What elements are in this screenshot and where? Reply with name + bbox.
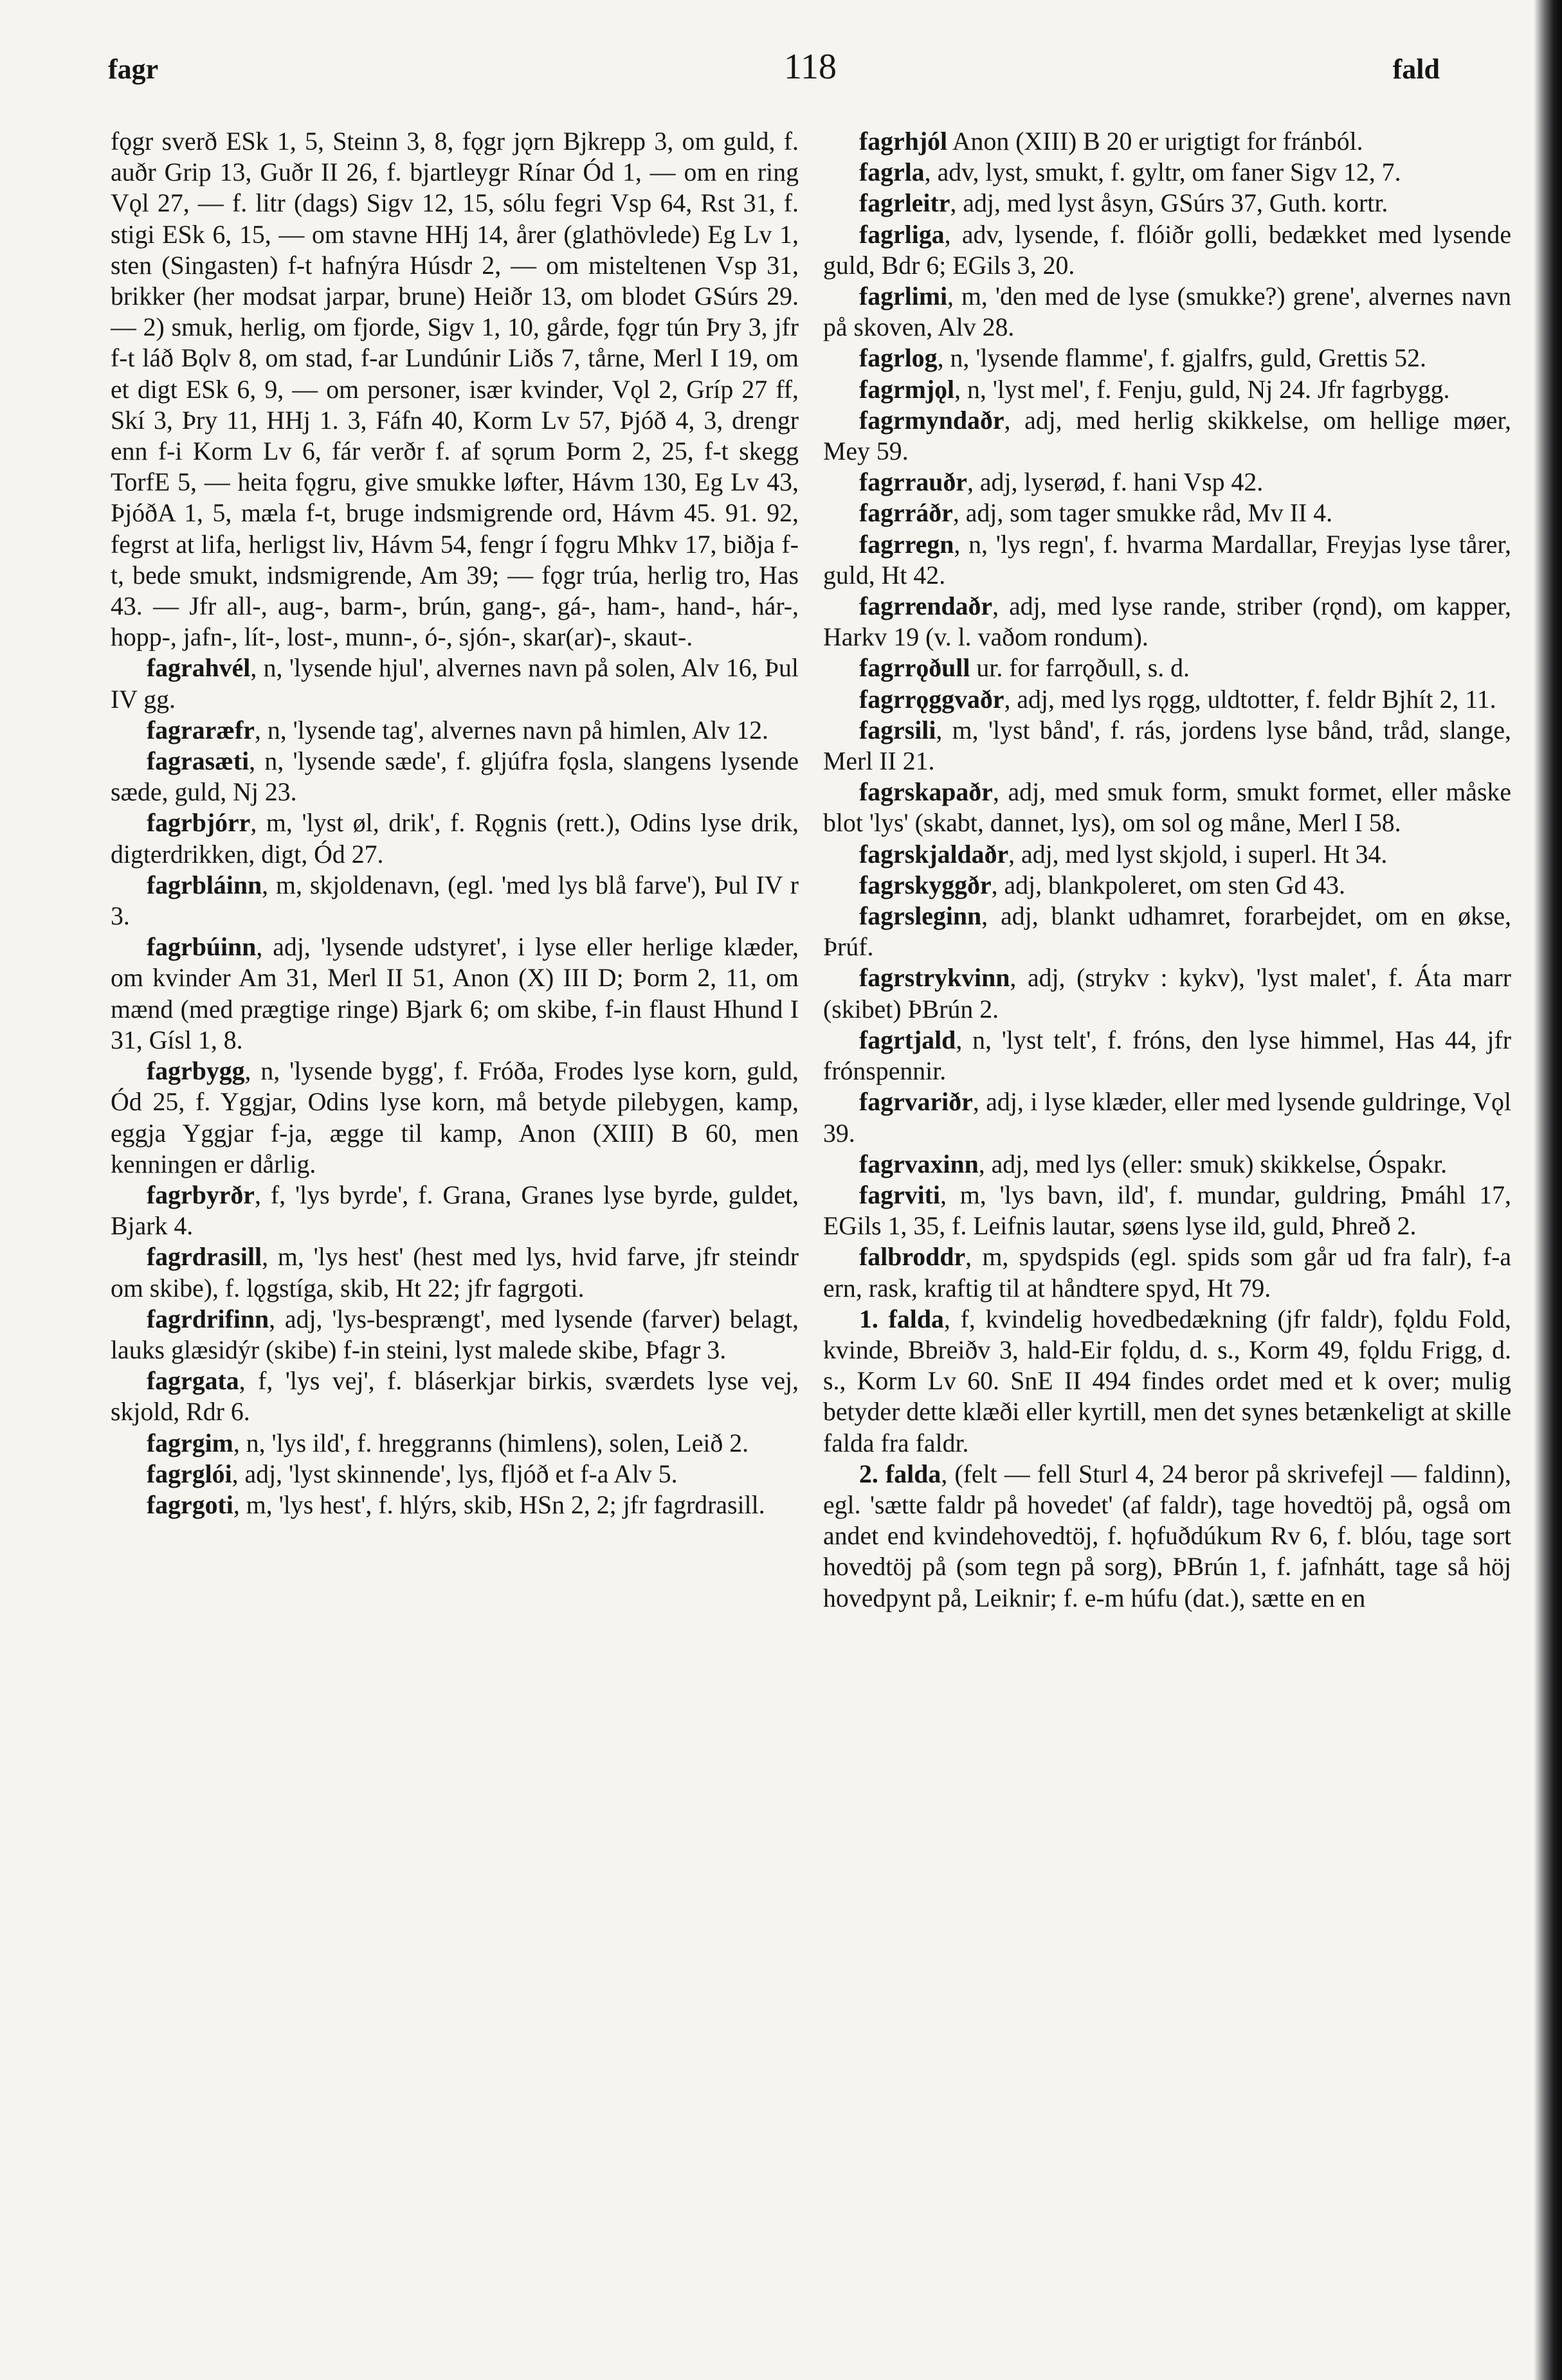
entry-definition: , adj, med herlig skikkelse, om hellige møer, Mey 59. [823, 406, 1511, 466]
dictionary-entry [823, 962, 1511, 1024]
dictionary-entry [823, 653, 1511, 683]
entry-headword: fagrglói [147, 1459, 232, 1488]
entry-definition: , adj, med lyst åsyn, GSúrs 37, Guth. kortr. [950, 189, 1388, 218]
entry-definition: , m, 'den med de lyse (smukke?) grene', alvernes navn på skoven, Alv 28. [823, 282, 1511, 342]
entry-headword: fagrvariðr [859, 1088, 973, 1117]
entry-definition: , n, 'lysende flamme', f. gjalfrs, guld, Grettis 52. [937, 344, 1426, 373]
entry-headword: fagrla [859, 158, 925, 187]
entry-headword: 1. falda [859, 1304, 944, 1333]
entry-headword: fagrrǫggvaðr [859, 685, 1004, 714]
entry-definition: , adj, som tager smukke råd, Mv II 4. [952, 499, 1333, 528]
dictionary-entry [111, 1056, 799, 1180]
dictionary-entry [111, 1428, 799, 1459]
entry-headword: fagrstrykvinn [859, 964, 1010, 993]
entry-definition: , n, 'lyst mel', f. Fenju, guld, Nj 24. Jfr fagrbygg. [954, 375, 1450, 404]
entry-definition: , f, kvindelig hovedbedækning (jfr faldr), fǫldu Fold, kvinde, Bbreiðv 3, hald-Eir fǫldu, d. s., Korm 49, fǫldu Frigg, d. s., Korm Lv 60. SnE II 494 findes ordet med et k over; mulig betyder dette klæði eller kyrtill, men det synes betænkeligt at skille falda fra faldr. [823, 1304, 1511, 1457]
entry-definition: , n, 'lyst telt', f. fróns, den lyse himmel, Has 44, jfr frónspennir. [823, 1025, 1511, 1086]
dictionary-entry [111, 653, 799, 714]
entry-headword: fagrvaxinn [859, 1149, 979, 1178]
entry-definition: , f, 'lys byrde', f. Grana, Granes lyse byrde, guldet, Bjark 4. [111, 1180, 799, 1241]
entry-definition: , adv, lyst, smukt, f. gyltr, om faner Sigv 12, 7. [924, 158, 1401, 187]
entry-headword: fagrbjórr [147, 809, 251, 838]
dictionary-entry [823, 591, 1511, 653]
dictionary-entry [111, 1459, 799, 1490]
entry-headword: fagrleitr [859, 189, 950, 218]
dictionary-entry [823, 777, 1511, 838]
dictionary-entry [111, 1241, 799, 1303]
entry-definition: Anon (XIII) B 20 er urigtigt for fránból. [947, 127, 1363, 156]
entry-definition: , n, 'lys regn', f. hvarma Mardallar, Freyjas lyse tårer, guld, Ht 42. [823, 530, 1511, 590]
entry-headword: fagrahvél [147, 654, 251, 683]
dictionary-entry [823, 188, 1511, 219]
entry-definition: ur. for farrǫðull, s. d. [970, 654, 1190, 683]
entry-definition: , adv, lysende, f. flóiðr golli, bedækket med lysende guld, Bdr 6; EGils 3, 20. [823, 220, 1511, 280]
entry-headword: fagrbláinn [147, 870, 262, 899]
dictionary-entry [823, 343, 1511, 374]
dictionary-entry [823, 839, 1511, 870]
entry-headword: 2. falda [859, 1459, 941, 1488]
dictionary-entry [823, 1086, 1511, 1148]
entry-headword: fagrsleginn [859, 902, 982, 931]
dictionary-entry [823, 219, 1511, 281]
dictionary-entry [823, 684, 1511, 715]
entry-headword: fagrdrifinn [147, 1304, 269, 1333]
entry-headword: fagrliga [859, 220, 945, 249]
dictionary-entry [823, 715, 1511, 777]
entry-definition: , adj, (strykv : kykv), 'lyst malet', f. Áta marr (skibet) ÞBrún 2. [823, 964, 1511, 1023]
entry-headword: fagrbygg [147, 1057, 245, 1086]
entry-headword: fagraræfr [147, 716, 255, 744]
dictionary-entry [111, 715, 799, 746]
dictionary-entry [111, 1304, 799, 1366]
entry-headword: fagrhjól [859, 127, 948, 156]
entry-definition: , adj, med lys (eller: smuk) skikkelse, Óspakr. [978, 1149, 1448, 1178]
dictionary-entry [823, 1459, 1511, 1614]
dictionary-entry [111, 807, 799, 869]
dictionary-entry [823, 374, 1511, 405]
entry-definition: , n, 'lysende bygg', f. Fróða, Frodes lyse korn, guld, Ód 25, f. Yggjar, Odins lyse korn, må betyde pilebygen, kamp, eggja Yggjar f-ja, ægge til kamp, Anon (XIII) B 60, men kenningen er dårlig. [111, 1057, 799, 1178]
entry-definition: , m, spydspids (egl. spids som går ud fra falr), f-a ern, rask, kraftig til at håndtere spyd, Ht 79. [823, 1243, 1511, 1303]
dictionary-entry [111, 746, 799, 807]
entry-headword: fagrmjǫl [859, 375, 955, 404]
dictionary-entry [823, 498, 1511, 528]
dictionary-entry [111, 1180, 799, 1241]
entry-headword: fagrgoti [147, 1490, 233, 1519]
entry-headword: fagrskapaðr [859, 778, 993, 807]
entry-definition: , n, 'lysende tag', alvernes navn på himlen, Alv 12. [254, 716, 768, 744]
entry-headword: fagrdrasill [147, 1243, 262, 1272]
entry-headword: fagrgata [147, 1367, 239, 1396]
entry-headword: fagrbyrðr [147, 1180, 255, 1209]
entry-definition: , adj, 'lys-besprængt', med lysende (farver) belagt, lauks glæsidýr (skibe) f-in steini, lyst malede skibe, Þfagr 3. [111, 1304, 799, 1364]
entry-definition: , m, 'lys hest', f. hlýrs, skib, HSn 2, 2; jfr fagrdrasill. [233, 1490, 765, 1519]
entry-definition: , adj, blankpoleret, om sten Gd 43. [991, 870, 1346, 899]
left-column [111, 126, 799, 2325]
entry-definition: , adj, med lyst skjold, i superl. Ht 34. [1008, 840, 1388, 869]
entry-definition: fǫgr sverð ESk 1, 5, Steinn 3, 8, fǫgr jǫrn Bjkrepp 3, om guld, f. auðr Grip 13, Guðr II 26, f. bjartleygr Rínar Ód 1, — om en ring Vǫl 27, — f. litr (dags) Sigv 12, 15, sólu fegri Vsp 64, Rst 31, f. stigi ESk 6, 15, — om stavne HHj 14, årer (glathövlede) Eg Lv 1, sten (Singasten) f-t hafnýra Húsdr 2, — om misteltenen Vsp 31, brikker (her modsat jarpar, brune) Heiðr 13, om blodet GSúrs 29. — 2) smuk, herlig, om fjorde, Sigv 1, 10, gårde, fǫgr tún Þry 3, jfr f-t láð Bǫlv 8, om stad, f-ar Lundúnir Liðs 7, tårne, Merl I 19, om et digt ESk 6, 9, — om personer, især kvinder, Vǫl 2, Gríp 27 ff, Skí 3, Þry 11, HHj 1. 3, Fáfn 40, Korm Lv 57, Þjóð 4, 3, drengr enn f-i Korm Lv 6, fár verðr f. af sǫrum Þorm 2, 25, f-t skegg TorfE 5, — heita fǫgru, give smukke løfter, Hávm 130, Eg Lv 43, ÞjóðA 1, 5, mæla f-t, bruge indsmigrende ord, Hávm 45. 91. 92, fegrst at lifa, herligst liv, Hávm 54, fengr í fǫgru Mhkv 17, biðja f-t, bede smukt, indsmigrende, Am 39; — fǫgr trúa, herlig tro, Has 43. — Jfr all-, aug-, barm-, brún, gang-, gá-, ham-, hand-, hár-, hopp-, jafn-, lít-, lost-, munn-, ó-, sjón-, skar(ar)-, skaut-. [111, 127, 799, 652]
right-column [823, 126, 1511, 2325]
dictionary-entry [111, 126, 799, 653]
dictionary-entry [823, 1025, 1511, 1086]
entry-definition: , adj, med smuk form, smukt formet, eller måske blot 'lys' (skabt, dannet, lys), om sol og måne, Merl I 58. [823, 778, 1511, 838]
dictionary-entry [111, 1490, 799, 1520]
dictionary-entry [823, 870, 1511, 901]
dictionary-entry [823, 467, 1511, 498]
entry-headword: fagrskyggðr [859, 870, 992, 899]
entry-definition: , m, skjoldenavn, (egl. 'med lys blå farve'), Þul IV r 3. [111, 870, 799, 931]
entry-headword: fagrasæti [147, 747, 250, 776]
dictionary-entry [823, 126, 1511, 157]
dictionary-entry [823, 529, 1511, 591]
dictionary-entry [111, 870, 799, 932]
entry-definition: , adj, i lyse klæder, eller med lysende guldringe, Vǫl 39. [823, 1088, 1511, 1148]
entry-definition: , adj, lyserød, f. hani Vsp 42. [967, 468, 1264, 497]
dictionary-entry [823, 1304, 1511, 1459]
entry-definition: , m, 'lys hest' (hest med lys, hvid farve, jfr steindr om skibe), f. lǫgstíga, skib, Ht 22; jfr fagrgoti. [111, 1243, 799, 1303]
entry-headword: fagrsili [859, 716, 936, 744]
running-head-right: fald [1392, 53, 1440, 85]
entry-definition: , adj, med lyse rande, striber (rǫnd), om kapper, Harkv 19 (v. l. vaðom rondum). [823, 592, 1511, 652]
entry-headword: fagrregn [859, 530, 954, 559]
entry-definition: , adj, blankt udhamret, forarbejdet, om en økse, Þrúf. [823, 902, 1511, 962]
entry-headword: fagrrǫðull [859, 654, 970, 683]
entry-headword: fagrmyndaðr [859, 406, 1004, 435]
dictionary-entry [111, 932, 799, 1056]
entry-headword: fagrskjaldaðr [859, 840, 1009, 869]
page-number: 118 [784, 47, 837, 87]
entry-headword: fagrlimi [859, 282, 948, 311]
entry-headword: fagrviti [859, 1180, 940, 1209]
dictionary-entry [823, 157, 1511, 188]
running-head-left: fagr [108, 53, 159, 85]
entry-headword: fagrbúinn [147, 933, 257, 962]
dictionary-entry [823, 1241, 1511, 1303]
dictionary-entry [823, 1149, 1511, 1180]
entry-definition: , f, 'lys vej', f. bláserkjar birkis, sværdets lyse vej, skjold, Rdr 6. [111, 1367, 799, 1427]
entry-definition: , adj, 'lyst skinnende', lys, fljóð et f-a Alv 5. [232, 1459, 678, 1488]
entry-definition: , n, 'lys ild', f. hreggranns (himlens), solen, Leið 2. [233, 1429, 749, 1457]
entry-headword: fagrrauðr [859, 468, 967, 497]
entry-headword: fagrtjald [859, 1025, 956, 1054]
entry-definition: , adj, med lys rǫgg, uldtotter, f. feldr Bjhít 2, 11. [1004, 685, 1496, 714]
dictionary-entry [823, 901, 1511, 962]
entry-definition: , m, 'lyst bånd', f. rás, jordens lyse bånd, tråd, slange, Merl II 21. [823, 716, 1511, 776]
entry-headword: fagrgim [147, 1429, 233, 1457]
entry-definition: , m, 'lys bavn, ild', f. mundar, guldring, Þmáhl 17, EGils 1, 35, f. Leifnis lautar, søens lyse ild, guld, Þhreð 2. [823, 1180, 1511, 1241]
entry-headword: fagrrendaðr [859, 592, 993, 621]
entry-definition: , n, 'lysende hjul', alvernes navn på solen, Alv 16, Þul IV gg. [111, 654, 799, 714]
dictionary-entry [823, 1180, 1511, 1241]
entry-headword: falbroddr [859, 1243, 966, 1272]
entry-definition: , (felt — fell Sturl 4, 24 beror på skrivefejl — faldinn), egl. 'sætte faldr på hovedet' (af faldr), tage hovedtöj på, også om andet end kvindehovedtöj, f. hǫfuðdúkum Rv 6, f. blóu, tage sort hovedtöj på (som tegn på sorg), ÞBrún 1, f. jafnhátt, tage så höj hovedpynt på, Leiknir; f. e-m húfu (dat.), sætte en en [823, 1459, 1511, 1612]
dictionary-entry [111, 1366, 799, 1427]
page-edge-shadow [1534, 0, 1562, 2380]
entry-definition: , m, 'lyst øl, drik', f. Rǫgnis (rett.), Odins lyse drik, digterdrikken, digt, Ód 27. [111, 809, 799, 869]
dictionary-entry [823, 281, 1511, 343]
entry-headword: fagrráðr [859, 499, 953, 528]
dictionary-entry [823, 405, 1511, 467]
entry-definition: , n, 'lysende sæde', f. gljúfra fǫsla, slangens lysende sæde, guld, Nj 23. [111, 747, 799, 807]
entry-definition: , adj, 'lysende udstyret', i lyse eller herlige klæder, om kvinder Am 31, Merl II 51, Anon (X) III D; Þorm 2, 11, om mænd (med prægtige ringe) Bjark 6; om skibe, f-in flaust Hhund I 31, Gísl 1, 8. [111, 933, 799, 1054]
entry-headword: fagrlog [859, 344, 938, 373]
